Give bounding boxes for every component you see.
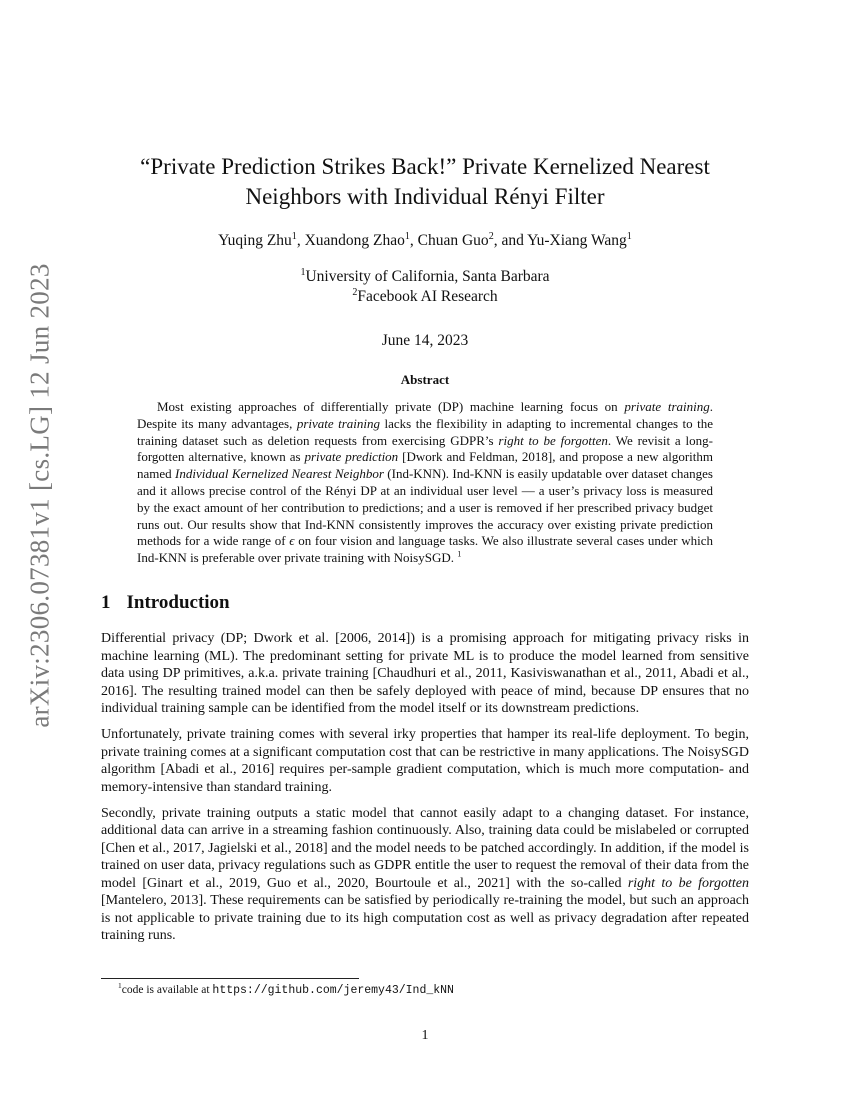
page-number: 1 [421, 1028, 429, 1043]
author-name: Yuqing Zhu [218, 232, 292, 249]
author-name: Yu-Xiang Wang [527, 232, 627, 249]
abstract-emphasis: ϵ [289, 533, 295, 549]
abstract-text: lacks the flexibility in adapting to incremental changes to the training dataset such as deletion requests from exercising GDPR’s [137, 415, 713, 448]
abstract-heading: Abstract [400, 372, 450, 387]
author-name: Chuan Guo [417, 232, 489, 249]
footnote-mark: 1 [118, 981, 122, 991]
affiliation-line [100, 287, 750, 307]
footnote-rule [101, 978, 359, 979]
author-affiliation-mark: 1 [626, 230, 632, 242]
paper-title: “Private Prediction Strikes Back!” Private Kernelized Nearest Neighbors with Individual Rényi Filter [140, 154, 710, 209]
section-heading [101, 592, 230, 614]
abstract-text: (Ind-KNN). Ind-KNN is easily updatable over dataset changes and it allows precise control of the Rényi DP at an individual user level — a user’s privacy loss is measured by the exact amount of her contribution to predictions; and a user is removed if her prescribed privacy budget runs out. Our results show that Ind-KNN consistently improves the accuracy over existing private prediction methods for a wide range of [137, 466, 713, 549]
abstract-text: on four vision and language tasks. We also illustrate several cases under which Ind-KNN is preferable over private training with NoisySGD. [137, 533, 713, 566]
affiliation-name: Facebook AI Research [357, 288, 498, 305]
abstract-emphasis: private training [624, 399, 710, 414]
arxiv-side-stamp [20, 262, 60, 728]
section-number: 1 [101, 592, 111, 613]
footnote [118, 981, 454, 997]
author-list: Yuqing Zhu$^1$, Xuandong Zhao$^1$, Chuan Guo$^2$, and Yu-Xiang Wang$^1$ [218, 230, 632, 249]
affiliation-line [100, 267, 750, 287]
author-name: Xuandong Zhao [304, 232, 405, 249]
abstract-text: [Dwork and Feldman, 2018], and propose a new algorithm named [137, 449, 713, 482]
abstract-emphasis: private prediction [304, 449, 399, 465]
author-affiliation-mark: 1 [404, 230, 410, 242]
publication-date: June 14, 2023 [381, 332, 469, 349]
affiliation-name: University of California, Santa Barbara [305, 268, 550, 285]
abstract-emphasis: right to be forgotten [498, 432, 608, 448]
arxiv-identifier: arXiv:2306.07381v1 [cs.LG] 12 Jun 2023 [24, 262, 55, 728]
abstract-text: . We revisit a long-forgotten alternative, known as [137, 432, 713, 465]
section-title: Introduction [126, 592, 230, 613]
abstract-body [137, 399, 713, 567]
abstract-text: Most existing approaches of differentially private (DP) machine learning focus on [157, 399, 625, 414]
body-text: Differential privacy (DP; Dwork et al. [2006, 2014]) is a promising approach for mitigating privacy risks in machine learning (ML). The predominant setting for private ML is to produce the model learned from sensitive data using DP primitives, a.k.a. private training [Chaudhuri et al., 2011, Kasiviswanathan et al., 2011, Abadi et al., 2016]. The resulting trained model can then be safely deployed with peace of mind, because DP ensures that no individual training sample can be identified from the model itself or its downstream predictions. [101, 631, 749, 716]
body-emphasis: right to be forgotten [627, 875, 749, 891]
footnote-text: code is available at [121, 984, 213, 996]
abstract-emphasis: Individual Kernelized Nearest Neighbor [175, 466, 384, 482]
footnote-code-link[interactable]: https://github.com/jeremy43/Ind_kNN [212, 984, 454, 997]
body-paragraph [101, 805, 749, 945]
body-paragraph [101, 726, 749, 796]
abstract-emphasis: private training [296, 415, 381, 431]
footnote-reference[interactable]: 1 [457, 548, 462, 559]
abstract-text: . Despite its many advantages, [137, 399, 713, 431]
introduction-body [101, 630, 749, 953]
body-text: [Mantelero, 2013]. These requirements can be satisfied by periodically re-training the model, but such an approach is not applicable to private training due to its high computation cost as well as privacy degradation after repeated training runs. [101, 893, 749, 943]
body-paragraph [101, 630, 749, 718]
author-affiliation-mark: 1 [291, 230, 297, 242]
affiliation-mark: 2 [352, 286, 358, 298]
affiliation-list [100, 267, 750, 307]
affiliation-mark: 1 [300, 266, 306, 278]
body-text: Secondly, private training outputs a static model that cannot easily adapt to a changing dataset. For instance, additional data can arrive in a streaming fashion continuously. Also, training data could be mislabeled or corrupted [Chen et al., 2017, Jagielski et al., 2018] and the model needs to be patched accordingly. In addition, if the model is trained on user data, privacy regulations such as GDPR entitle the user to request the removal of their data from the model [Ginart et al., 2019, Guo et al., 2020, Bourtoule et al., 2021] with the so-called [101, 805, 749, 891]
author-affiliation-mark: 2 [488, 230, 494, 242]
body-text: Unfortunately, private training comes with several irky properties that hamper its real-life deployment. To begin, private training comes at a significant computation cost that can be restrictive in many applications. The NoisySGD algorithm [Abadi et al., 2016] requires per-sample gradient computation, which is much more computation- and memory-intensive than standard training. [101, 727, 749, 795]
